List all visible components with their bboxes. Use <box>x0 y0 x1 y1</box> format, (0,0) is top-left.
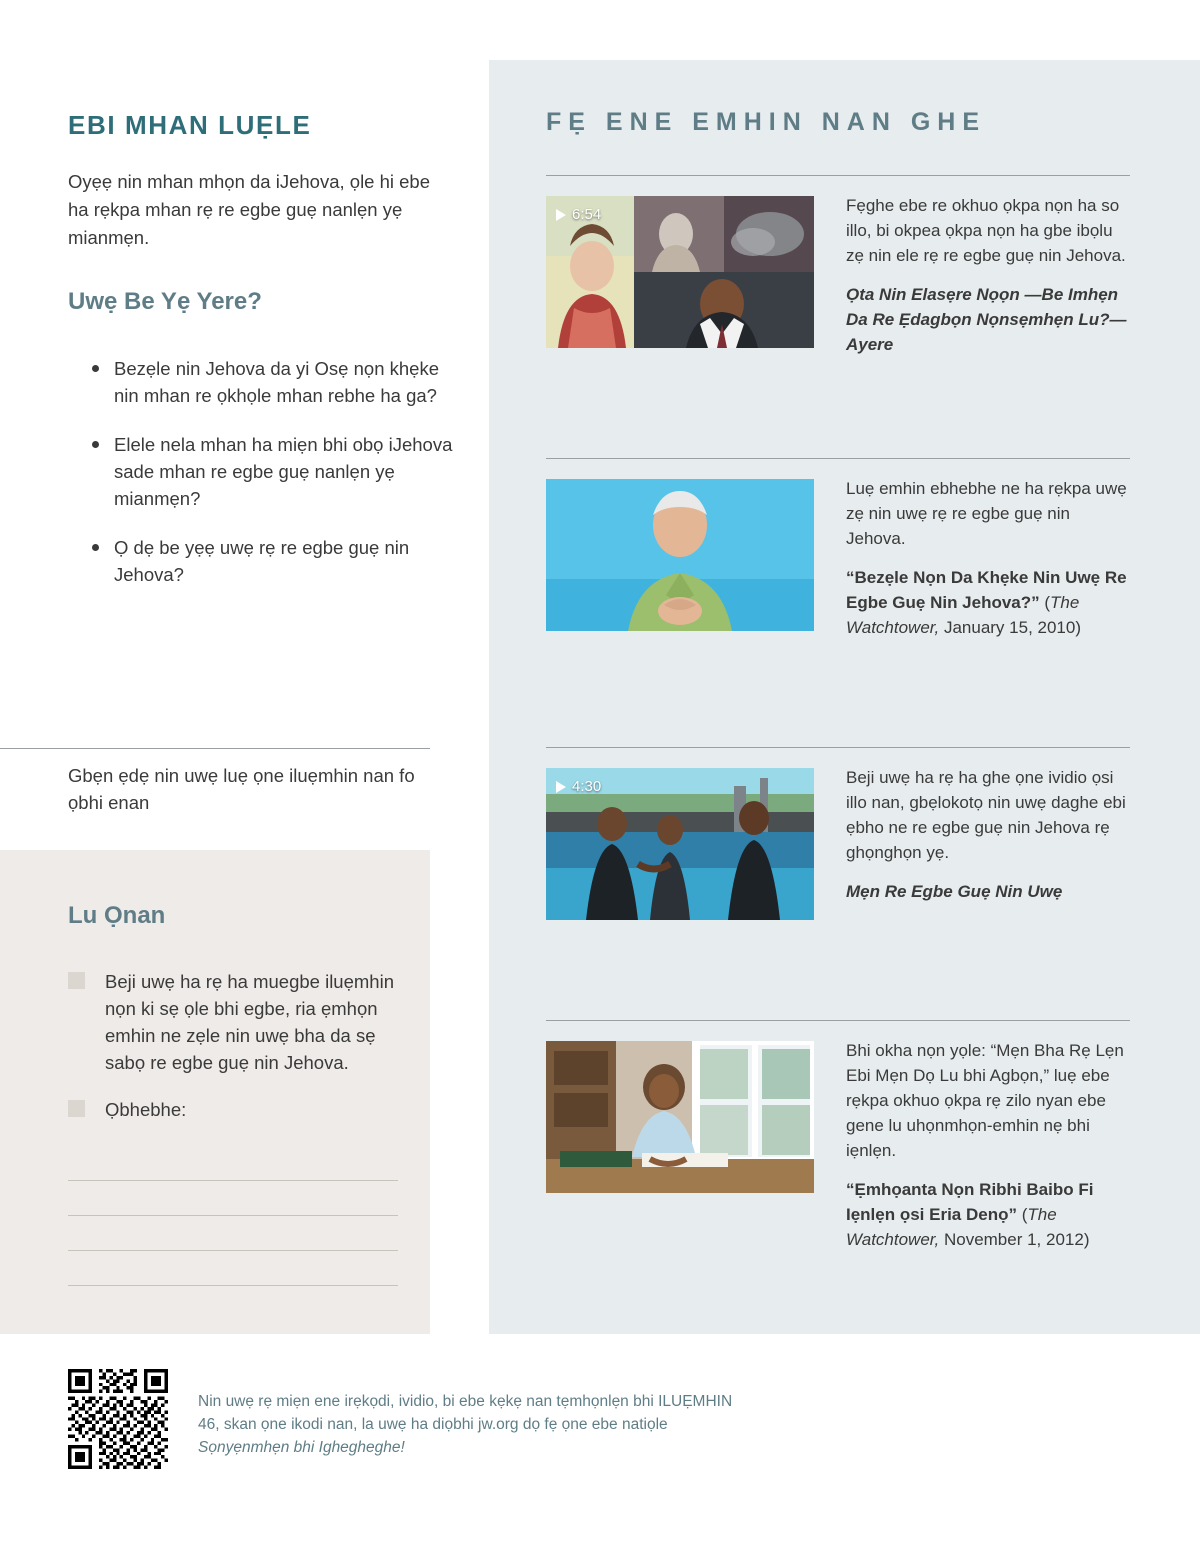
divider <box>546 747 1130 748</box>
article-thumbnail[interactable] <box>546 1041 814 1193</box>
duration-label: 4:30 <box>572 778 602 795</box>
publication-name: The Watchtower, <box>846 593 1080 637</box>
reference-title: “Ẹmhọanta Nọn Ribhi Baibo Fi Iẹnlẹn ọsi Eria Denọ” <box>846 1180 1094 1224</box>
note-text: Gbẹn ẹdẹ nin uwẹ luẹ ọne iluẹmhin nan fo ọbhi enan <box>68 765 415 813</box>
video-duration-badge <box>556 206 601 223</box>
divider <box>546 175 1130 176</box>
media-reference: “Bezẹle Nọn Da Khẹke Nin Uwẹ Re Egbe Guẹ Nin Jehova?” (The Watchtower, January 15, 2010) <box>846 568 1127 637</box>
write-line <box>68 1250 398 1251</box>
checkbox-icon[interactable] <box>68 1100 85 1117</box>
left-column <box>0 60 489 1334</box>
write-line <box>68 1215 398 1216</box>
footer-text-main: Nin uwẹ rẹ miẹn ene irẹkọdi, ividio, bi ebe kẹkẹ nan tẹmhọnlẹn bhi ILUẸMHIN 46, skan ọne ikodi nan, la uwẹ ha diọbhi jw.org dọ fẹ ọne ebe natiọle <box>198 1393 733 1433</box>
divider <box>546 458 1130 459</box>
write-line <box>68 1180 398 1181</box>
divider <box>0 748 430 749</box>
video-thumbnail[interactable] <box>546 196 814 348</box>
duration-label: 6:54 <box>572 206 602 223</box>
media-reference: “Ẹmhọanta Nọn Ribhi Baibo Fi Iẹnlẹn ọsi Eria Denọ” (The Watchtower, November 1, 2012) <box>846 1180 1094 1249</box>
media-description: Beji uwẹ ha rẹ ha ghe ọne ividio ọsi illo nan, gbẹlokotọ nin uwẹ daghe ebi ẹbho ne re egbe guẹ nin Jehova rẹ ghọnghọn yẹ. <box>846 768 1126 862</box>
list-item[interactable] <box>68 1096 398 1123</box>
media-reference: Ọta Nin Elasẹre Nọọn —Be Imhẹn Da Re Ẹdagbọn Nọnsẹmhẹn Lu?—Ayere <box>846 285 1127 354</box>
media-reference: Mẹn Re Egbe Guẹ Nin Uwẹ <box>846 882 1063 901</box>
media-row-text <box>846 765 1130 904</box>
media-row-text <box>846 1038 1130 1252</box>
action-box <box>0 850 430 1334</box>
reference-title: “Bezẹle Nọn Da Khẹke Nin Uwẹ Re Egbe Guẹ Nin Jehova?” <box>846 568 1127 612</box>
section-heading-action: Lu Ọnan <box>68 902 166 929</box>
write-line <box>68 1285 398 1286</box>
media-description: Fẹghe ebe re okhuo ọkpa nọn ha so illo, bi okpea ọkpa nọn ha gbe ibọlu zẹ nin ele rẹ re egbe guẹ nin Jehova. <box>846 196 1126 265</box>
media-description: Luẹ emhin ebhebhe ne ha rẹkpa uwẹ zẹ nin uwẹ rẹ re egbe guẹ nin Jehova. <box>846 479 1127 548</box>
publication-date: November 1, 2012) <box>939 1230 1090 1249</box>
page-title: EBI MHAN LUẸLE <box>68 110 312 140</box>
video-duration-badge <box>556 778 601 795</box>
right-column <box>489 60 1200 1334</box>
thumbnail-illustration <box>546 479 814 631</box>
publication-name: The Watchtower, <box>846 1205 1057 1249</box>
play-icon <box>556 781 566 793</box>
qr-code-icon[interactable] <box>68 1369 168 1469</box>
publication-date: January 15, 2010) <box>939 618 1081 637</box>
footer <box>0 1334 1200 1543</box>
write-in-lines[interactable] <box>68 1180 398 1320</box>
checkbox-list <box>68 968 398 1143</box>
list-item[interactable] <box>68 968 398 1076</box>
checkbox-icon[interactable] <box>68 972 85 989</box>
footer-text <box>198 1390 758 1459</box>
play-icon <box>556 209 566 221</box>
media-row-text <box>846 193 1130 357</box>
list-item: Ọ dẹ be yẹẹ uwẹ rẹ re egbe guẹ nin Jehova? <box>84 534 464 588</box>
article-thumbnail[interactable] <box>546 479 814 631</box>
section-heading-media: FẸ ENE EMHIN NAN GHE <box>546 108 987 136</box>
media-row-text <box>846 476 1130 640</box>
list-item: Elele nela mhan ha miẹn bhi obọ iJehova sade mhan re egbe guẹ nanlẹn yẹ mianmẹn? <box>84 431 464 512</box>
section-heading-questions: Uwẹ Be Yẹ Yere? <box>68 288 262 315</box>
media-description: Bhi okha nọn yọle: “Mẹn Bha Rẹ Lẹn Ebi Mẹn Dọ Lu bhi Agbọn,” luẹ ebe rẹkpa okhuo ọkpa rẹ zilo nyan ebe gene lu uhọnmhọn-emhin nẹ bhi iẹnlẹn. <box>846 1041 1124 1160</box>
video-thumbnail[interactable] <box>546 768 814 920</box>
question-list <box>84 355 464 610</box>
list-item: Bezẹle nin Jehova da yi Osẹ nọn khẹke nin mhan re ọkhọle mhan rebhe ha ga? <box>84 355 464 409</box>
footer-publication-name: Sọnyẹnmhẹn bhi Ighegheghe! <box>198 1439 405 1456</box>
checkbox-label: Ọbhebhe: <box>105 1099 187 1120</box>
thumbnail-illustration <box>546 1041 814 1193</box>
checkbox-label: Beji uwẹ ha rẹ ha muegbe iluẹmhin nọn ki sẹ ọle bhi egbe, ria ẹmhọn emhin ne zẹle nin uwẹ bha da sẹ sabọ re egbe guẹ nin Jehova. <box>105 971 394 1073</box>
lead-paragraph: Oyẹẹ nin mhan mhọn da iJehova, ọle hi ebe ha rẹkpa mhan rẹ re egbe guẹ nanlẹn yẹ mianmẹn. <box>68 171 431 248</box>
divider <box>546 1020 1130 1021</box>
